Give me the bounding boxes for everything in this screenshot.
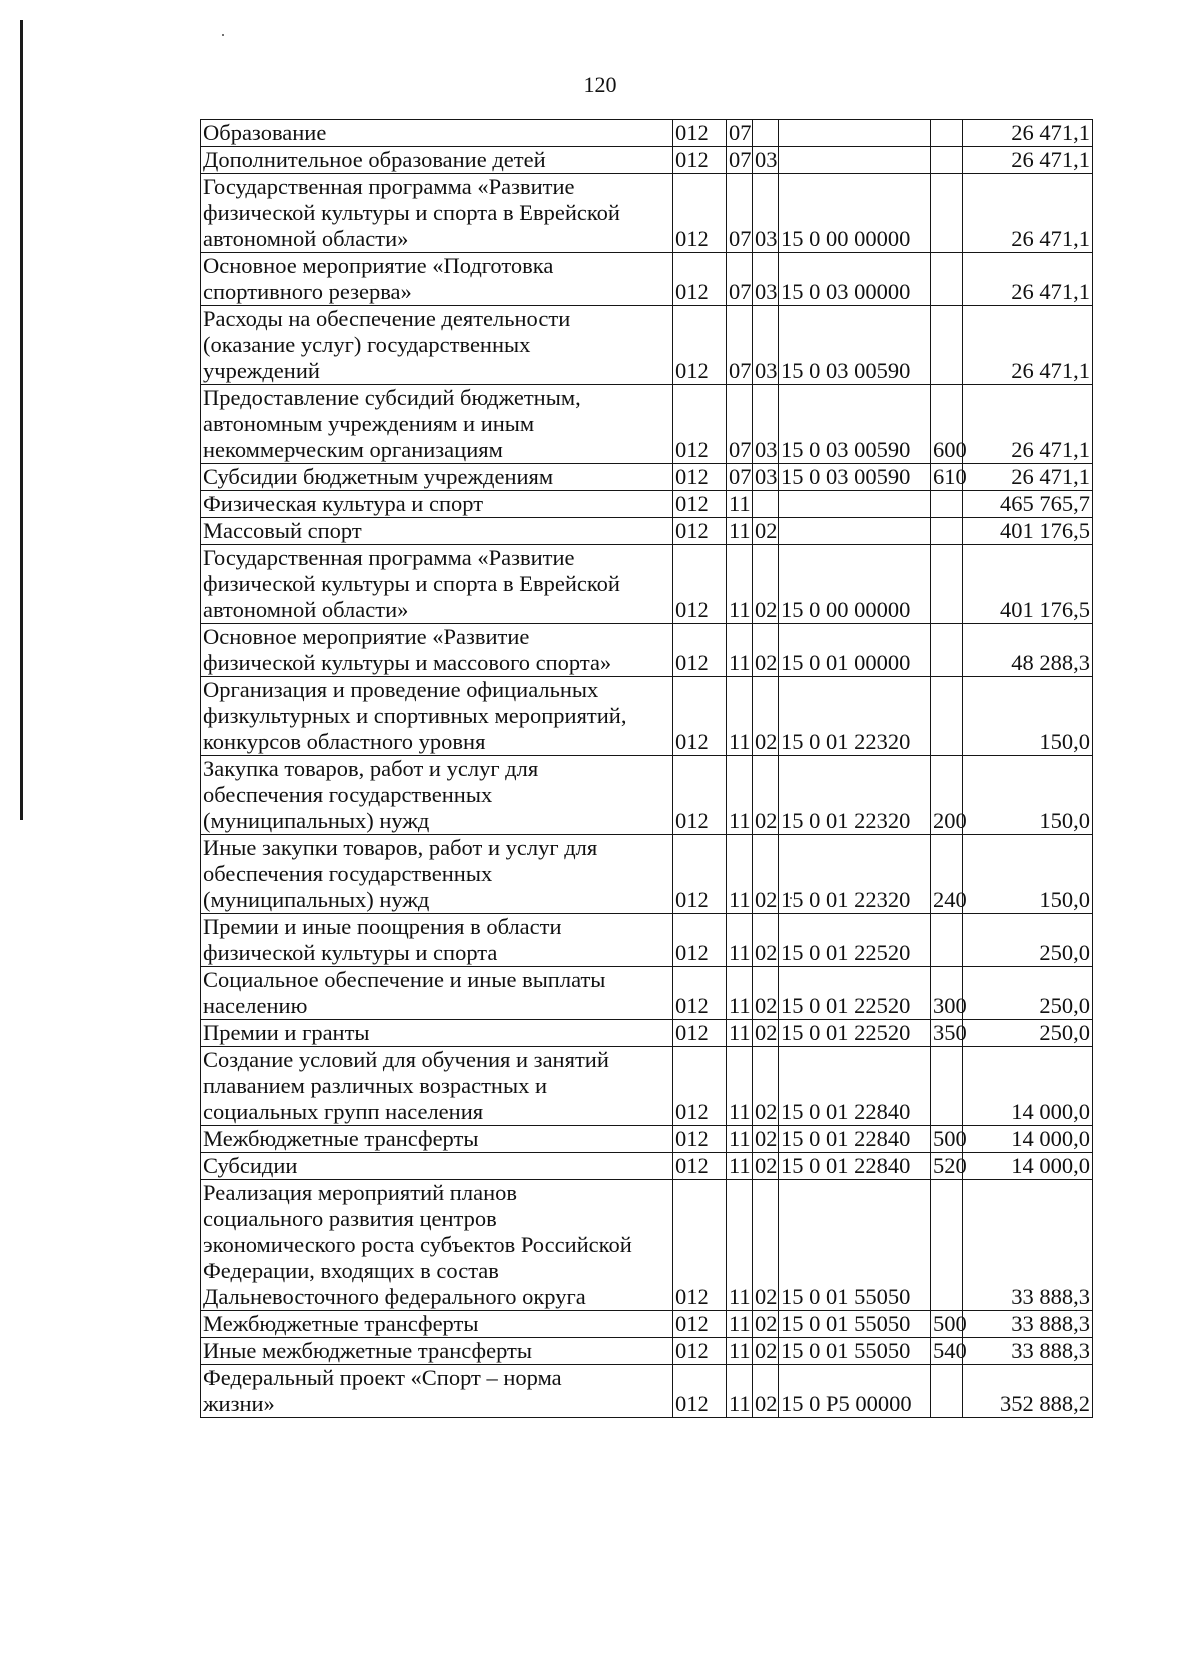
amount-cell: 250,0 <box>963 967 1093 1020</box>
ministry-code-cell: 012 <box>673 385 727 464</box>
section-code-cell: 11 <box>727 1020 753 1047</box>
section-code-cell: 11 <box>727 677 753 756</box>
table-row <box>201 306 1093 385</box>
target-article-cell: 15 0 01 55050 <box>779 1311 931 1338</box>
target-article-cell: 15 0 01 55050 <box>779 1180 931 1311</box>
expense-name-cell: Физическая культура и спорт <box>201 491 673 518</box>
amount-cell: 26 471,1 <box>963 464 1093 491</box>
target-article-cell: 15 0 03 00000 <box>779 253 931 306</box>
target-article-cell: 15 0 03 00590 <box>779 306 931 385</box>
section-code-cell: 11 <box>727 1180 753 1311</box>
expense-name-cell: Субсидии бюджетным учреждениям <box>201 464 673 491</box>
ministry-code-cell: 012 <box>673 518 727 545</box>
expense-name-cell: Закупка товаров, работ и услуг для обеспечения государственных (муниципальных) нужд <box>201 756 673 835</box>
expense-type-cell: 610 <box>931 464 963 491</box>
ministry-code-cell: 012 <box>673 967 727 1020</box>
ministry-code-cell: 012 <box>673 174 727 253</box>
subsection-code-cell: 02 <box>753 1338 779 1365</box>
amount-cell: 33 888,3 <box>963 1180 1093 1311</box>
amount-cell: 14 000,0 <box>963 1126 1093 1153</box>
target-article-cell: 15 0 01 55050 <box>779 1338 931 1365</box>
ministry-code-cell: 012 <box>673 1338 727 1365</box>
subsection-code-cell: 03 <box>753 464 779 491</box>
expense-name-cell: Дополнительное образование детей <box>201 147 673 174</box>
expense-name-cell: Предоставление субсидий бюджетным, автономным учреждениям и иным некоммерческим организациям <box>201 385 673 464</box>
subsection-code-cell: 03 <box>753 306 779 385</box>
expense-name-cell: Организация и проведение официальных физкультурных и спортивных мероприятий, конкурсов областного уровня <box>201 677 673 756</box>
expense-name-cell: Основное мероприятие «Подготовка спортивного резерва» <box>201 253 673 306</box>
target-article-cell: 15 0 01 22520 <box>779 914 931 967</box>
section-code-cell: 11 <box>727 545 753 624</box>
expense-type-cell <box>931 518 963 545</box>
expense-type-cell <box>931 1180 963 1311</box>
target-article-cell: 15 0 00 00000 <box>779 174 931 253</box>
table-row <box>201 253 1093 306</box>
expense-type-cell: 520 <box>931 1153 963 1180</box>
table-row <box>201 1338 1093 1365</box>
expense-name-cell: Федеральный проект «Спорт – норма жизни» <box>201 1365 673 1418</box>
table-row <box>201 1153 1093 1180</box>
scan-edge-line <box>20 20 23 820</box>
section-code-cell: 11 <box>727 1365 753 1418</box>
table-row <box>201 1047 1093 1126</box>
amount-cell: 352 888,2 <box>963 1365 1093 1418</box>
amount-cell: 26 471,1 <box>963 306 1093 385</box>
subsection-code-cell: 02 <box>753 1365 779 1418</box>
subsection-code-cell: 02 <box>753 1047 779 1126</box>
amount-cell: 465 765,7 <box>963 491 1093 518</box>
subsection-code-cell: 02 <box>753 1311 779 1338</box>
ministry-code-cell: 012 <box>673 624 727 677</box>
expense-name-cell: Иные закупки товаров, работ и услуг для обеспечения государственных (муниципальных) нужд <box>201 835 673 914</box>
expense-type-cell: 600 <box>931 385 963 464</box>
amount-cell: 150,0 <box>963 677 1093 756</box>
table-row <box>201 756 1093 835</box>
expense-name-cell: Иные межбюджетные трансферты <box>201 1338 673 1365</box>
section-code-cell: 07 <box>727 464 753 491</box>
target-article-cell: 15 0 01 22520 <box>779 967 931 1020</box>
ministry-code-cell: 012 <box>673 1153 727 1180</box>
target-article-cell: 15 0 P5 00000 <box>779 1365 931 1418</box>
table-row <box>201 385 1093 464</box>
subsection-code-cell: 03 <box>753 385 779 464</box>
amount-cell: 26 471,1 <box>963 147 1093 174</box>
table-row <box>201 464 1093 491</box>
target-article-cell: 15 0 01 00000 <box>779 624 931 677</box>
expense-type-cell: 300 <box>931 967 963 1020</box>
ministry-code-cell: 012 <box>673 756 727 835</box>
expense-type-cell <box>931 1047 963 1126</box>
section-code-cell: 07 <box>727 306 753 385</box>
table-row <box>201 1126 1093 1153</box>
table-row <box>201 677 1093 756</box>
section-code-cell: 07 <box>727 174 753 253</box>
subsection-code-cell <box>753 491 779 518</box>
expense-type-cell <box>931 306 963 385</box>
amount-cell: 250,0 <box>963 914 1093 967</box>
amount-cell: 26 471,1 <box>963 174 1093 253</box>
amount-cell: 33 888,3 <box>963 1311 1093 1338</box>
target-article-cell <box>779 147 931 174</box>
scan-speck <box>222 34 224 36</box>
expense-type-cell <box>931 491 963 518</box>
page-number: 120 <box>583 72 617 97</box>
expense-name-cell: Основное мероприятие «Развитие физической культуры и массового спорта» <box>201 624 673 677</box>
target-article-cell <box>779 120 931 147</box>
amount-cell: 250,0 <box>963 1020 1093 1047</box>
expense-type-cell <box>931 914 963 967</box>
subsection-code-cell: 02 <box>753 677 779 756</box>
ministry-code-cell: 012 <box>673 1020 727 1047</box>
section-code-cell: 11 <box>727 967 753 1020</box>
target-article-cell: 15 0 01 22320 <box>779 677 931 756</box>
table-row <box>201 545 1093 624</box>
section-code-cell: 11 <box>727 518 753 545</box>
expense-name-cell: Субсидии <box>201 1153 673 1180</box>
subsection-code-cell <box>753 120 779 147</box>
expense-name-cell: Государственная программа «Развитие физической культуры и спорта в Еврейской автономной области» <box>201 545 673 624</box>
section-code-cell: 11 <box>727 1126 753 1153</box>
amount-cell: 14 000,0 <box>963 1047 1093 1126</box>
expense-type-cell: 540 <box>931 1338 963 1365</box>
ministry-code-cell: 012 <box>673 1180 727 1311</box>
target-article-cell: 15 0 01 22520 <box>779 1020 931 1047</box>
section-code-cell: 11 <box>727 624 753 677</box>
subsection-code-cell: 02 <box>753 1180 779 1311</box>
table-row <box>201 1365 1093 1418</box>
section-code-cell: 11 <box>727 914 753 967</box>
expense-name-cell: Образование <box>201 120 673 147</box>
table-row <box>201 835 1093 914</box>
ministry-code-cell: 012 <box>673 491 727 518</box>
amount-cell: 401 176,5 <box>963 545 1093 624</box>
table-row <box>201 518 1093 545</box>
section-code-cell: 07 <box>727 253 753 306</box>
target-article-cell: 15 0 00 00000 <box>779 545 931 624</box>
ministry-code-cell: 012 <box>673 1365 727 1418</box>
section-code-cell: 11 <box>727 756 753 835</box>
expense-type-cell <box>931 545 963 624</box>
target-article-cell: 15 0 01 22320 <box>779 756 931 835</box>
subsection-code-cell: 02 <box>753 545 779 624</box>
expense-name-cell: Премии и гранты <box>201 1020 673 1047</box>
target-article-cell: 15 0 03 00590 <box>779 385 931 464</box>
expense-type-cell: 240 <box>931 835 963 914</box>
amount-cell: 14 000,0 <box>963 1153 1093 1180</box>
subsection-code-cell: 02 <box>753 1153 779 1180</box>
section-code-cell: 11 <box>727 491 753 518</box>
amount-cell: 401 176,5 <box>963 518 1093 545</box>
target-article-cell: 15 0 01 22840 <box>779 1126 931 1153</box>
table-row <box>201 967 1093 1020</box>
table-row <box>201 914 1093 967</box>
expense-name-cell: Создание условий для обучения и занятий плаванием различных возрастных и социальных групп населения <box>201 1047 673 1126</box>
amount-cell: 26 471,1 <box>963 120 1093 147</box>
budget-table <box>200 119 1093 1418</box>
expense-name-cell: Расходы на обеспечение деятельности (оказание услуг) государственных учреждений <box>201 306 673 385</box>
subsection-code-cell: 02 <box>753 1126 779 1153</box>
ministry-code-cell: 012 <box>673 835 727 914</box>
table-row <box>201 1180 1093 1311</box>
table-row <box>201 120 1093 147</box>
ministry-code-cell: 012 <box>673 1311 727 1338</box>
amount-cell: 26 471,1 <box>963 385 1093 464</box>
expense-type-cell: 500 <box>931 1126 963 1153</box>
target-article-cell: 15 0 01 22320 <box>779 835 931 914</box>
expense-name-cell: Реализация мероприятий планов социального развития центров экономического роста субъектов Российской Федерации, входящих в состав Дальневосточного федерального округа <box>201 1180 673 1311</box>
section-code-cell: 11 <box>727 835 753 914</box>
expense-name-cell: Социальное обеспечение и иные выплаты населению <box>201 967 673 1020</box>
section-code-cell: 07 <box>727 120 753 147</box>
expense-type-cell <box>931 677 963 756</box>
expense-type-cell <box>931 174 963 253</box>
target-article-cell <box>779 491 931 518</box>
subsection-code-cell: 03 <box>753 147 779 174</box>
ministry-code-cell: 012 <box>673 914 727 967</box>
target-article-cell <box>779 518 931 545</box>
section-code-cell: 11 <box>727 1338 753 1365</box>
subsection-code-cell: 02 <box>753 624 779 677</box>
ministry-code-cell: 012 <box>673 1126 727 1153</box>
subsection-code-cell: 02 <box>753 835 779 914</box>
table-row <box>201 1311 1093 1338</box>
ministry-code-cell: 012 <box>673 464 727 491</box>
expense-type-cell <box>931 147 963 174</box>
expense-type-cell: 200 <box>931 756 963 835</box>
target-article-cell: 15 0 01 22840 <box>779 1047 931 1126</box>
expense-type-cell <box>931 253 963 306</box>
table-row <box>201 491 1093 518</box>
subsection-code-cell: 02 <box>753 914 779 967</box>
ministry-code-cell: 012 <box>673 1047 727 1126</box>
budget-table-body <box>201 120 1093 1418</box>
expense-type-cell: 500 <box>931 1311 963 1338</box>
ministry-code-cell: 012 <box>673 147 727 174</box>
target-article-cell: 15 0 01 22840 <box>779 1153 931 1180</box>
table-row <box>201 1020 1093 1047</box>
expense-name-cell: Межбюджетные трансферты <box>201 1126 673 1153</box>
expense-name-cell: Массовый спорт <box>201 518 673 545</box>
table-row <box>201 624 1093 677</box>
ministry-code-cell: 012 <box>673 306 727 385</box>
target-article-cell: 15 0 03 00590 <box>779 464 931 491</box>
section-code-cell: 07 <box>727 385 753 464</box>
ministry-code-cell: 012 <box>673 677 727 756</box>
ministry-code-cell: 012 <box>673 545 727 624</box>
subsection-code-cell: 03 <box>753 174 779 253</box>
amount-cell: 26 471,1 <box>963 253 1093 306</box>
table-row <box>201 174 1093 253</box>
section-code-cell: 11 <box>727 1047 753 1126</box>
amount-cell: 150,0 <box>963 835 1093 914</box>
expense-type-cell: 350 <box>931 1020 963 1047</box>
subsection-code-cell: 02 <box>753 967 779 1020</box>
ministry-code-cell: 012 <box>673 253 727 306</box>
section-code-cell: 11 <box>727 1311 753 1338</box>
amount-cell: 150,0 <box>963 756 1093 835</box>
ministry-code-cell: 012 <box>673 120 727 147</box>
subsection-code-cell: 02 <box>753 518 779 545</box>
expense-name-cell: Межбюджетные трансферты <box>201 1311 673 1338</box>
subsection-code-cell: 03 <box>753 253 779 306</box>
expense-name-cell: Государственная программа «Развитие физической культуры и спорта в Еврейской автономной области» <box>201 174 673 253</box>
subsection-code-cell: 02 <box>753 756 779 835</box>
subsection-code-cell: 02 <box>753 1020 779 1047</box>
expense-type-cell <box>931 1365 963 1418</box>
expense-type-cell <box>931 120 963 147</box>
amount-cell: 33 888,3 <box>963 1338 1093 1365</box>
expense-name-cell: Премии и иные поощрения в области физической культуры и спорта <box>201 914 673 967</box>
section-code-cell: 11 <box>727 1153 753 1180</box>
amount-cell: 48 288,3 <box>963 624 1093 677</box>
section-code-cell: 07 <box>727 147 753 174</box>
expense-type-cell <box>931 624 963 677</box>
table-row <box>201 147 1093 174</box>
